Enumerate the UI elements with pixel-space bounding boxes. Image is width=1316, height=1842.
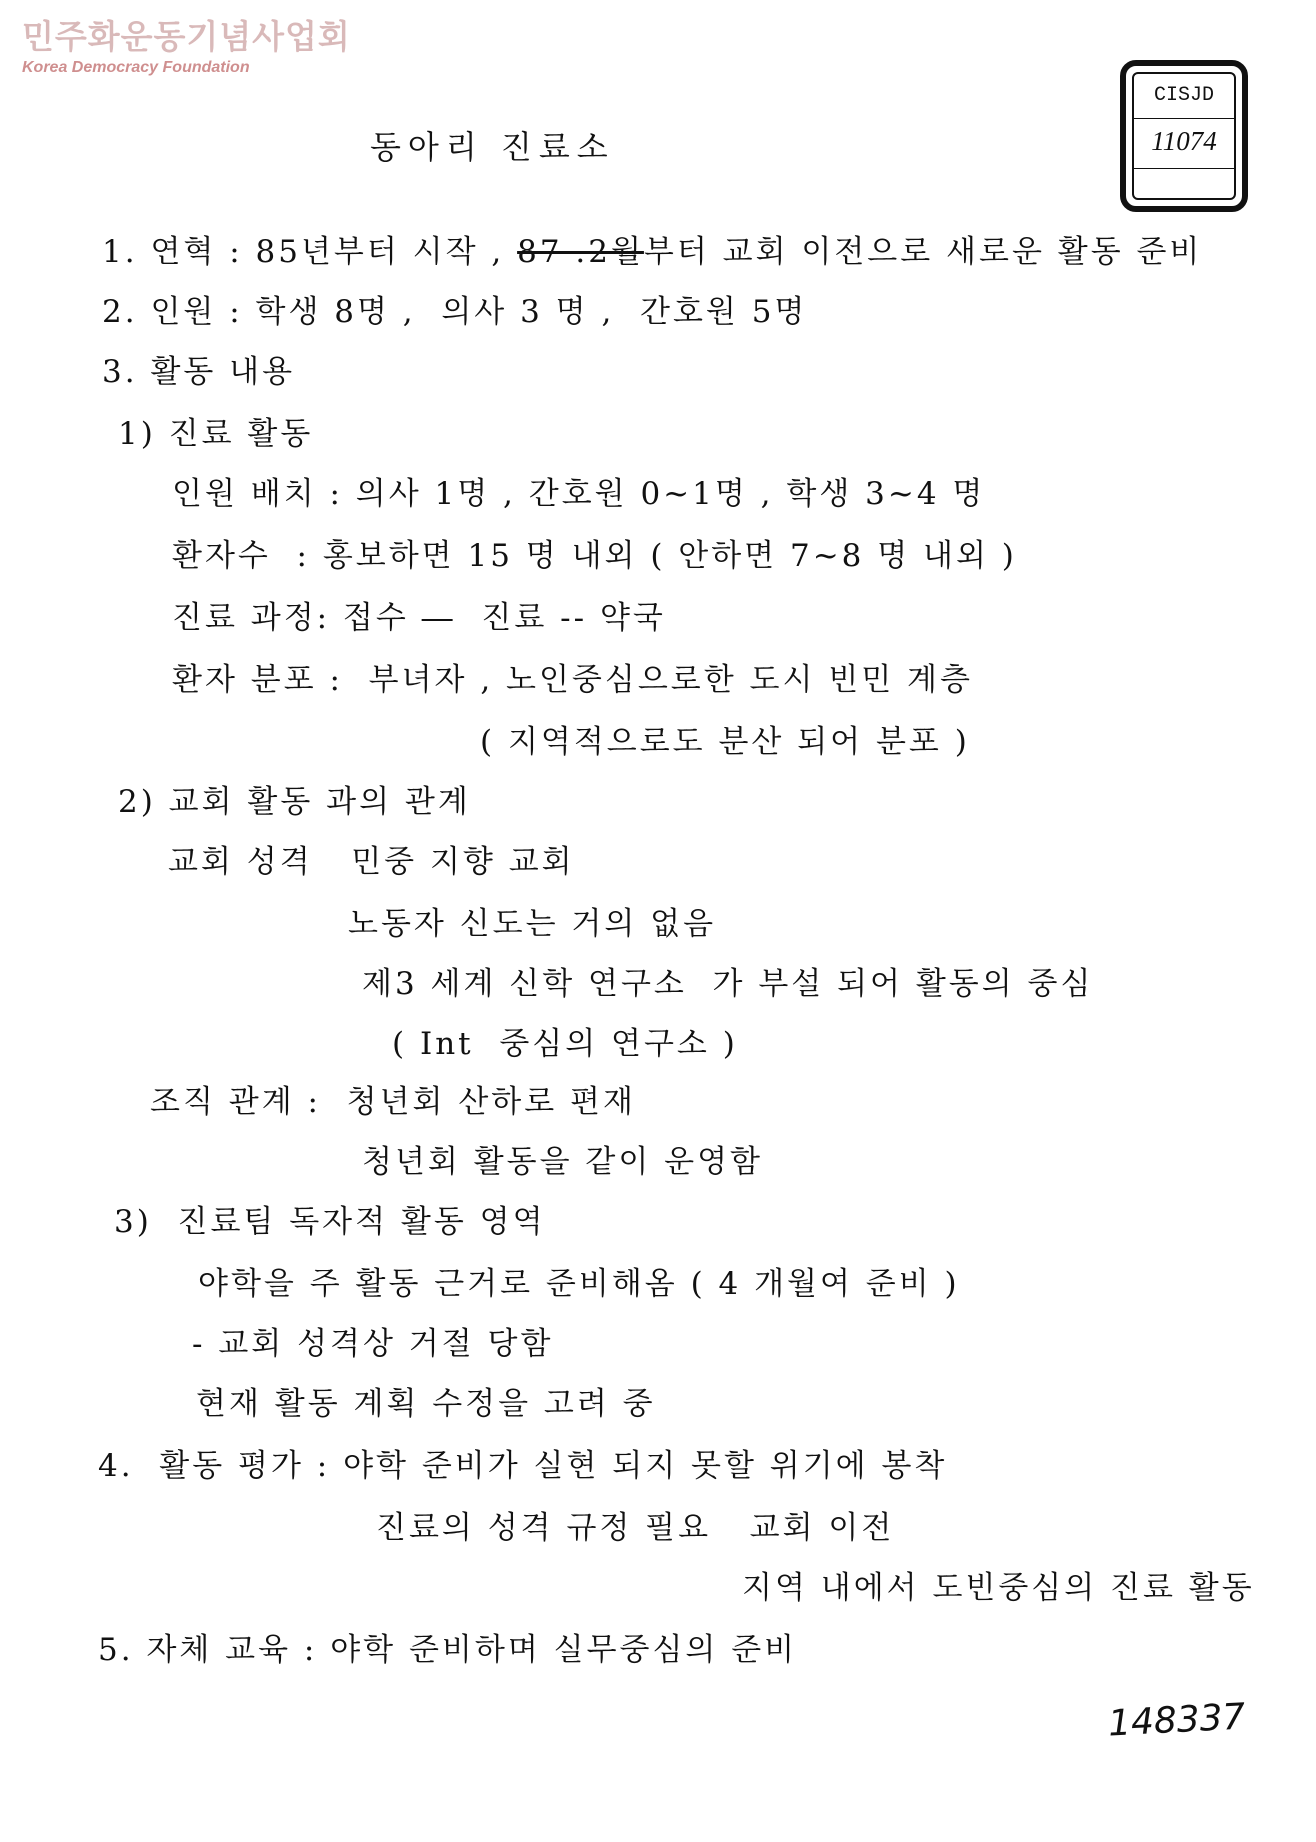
patient-distribution: 환자 분포 : 부녀자 , 노인중심으로한 도시 빈민 계층 [172, 662, 973, 698]
handwritten-page-number: 148337 [1107, 1696, 1247, 1745]
item-history-struck: 87 .2월 [517, 234, 644, 270]
item-education: 5. 자체 교육 : 야학 준비하며 실무중심의 준비 [98, 1632, 798, 1668]
watermark-logo [22, 16, 351, 78]
item-education-num: 5. [98, 1632, 134, 1668]
item-history: 1. 연혁 : 85년부터 시작 , 87 .2월부터 교회 이전으로 새로운 활동 준비 [102, 234, 1203, 270]
staff-placement: 인원 배치 : 의사 1명 , 간호원 0~1명 , 학생 3~4 명 [172, 476, 986, 512]
item-evaluation-line1: 야학 준비가 실현 되지 못할 위기에 봉착 [343, 1448, 948, 1484]
item-activities-label: 활동 내용 [150, 354, 296, 390]
patient-count: 환자수 : 홍보하면 15 명 내외 ( 안하면 7~8 명 내외 ) [172, 538, 1017, 574]
organization-relation-line2: 청년회 활동을 같이 운영함 [362, 1144, 763, 1180]
document-title: 동아리 진료소 [370, 128, 615, 166]
organization-relation: 조직 관계 : 청년회 산하로 편재 [150, 1084, 636, 1120]
item-evaluation-line2: 진료의 성격 규정 필요 교회 이전 [376, 1510, 895, 1546]
church-character: 교회 성격 민중 지향 교회 [168, 844, 575, 880]
independent-activity-line1: 야학을 주 활동 근거로 준비해옴 ( 4 개월여 준비 ) [198, 1266, 960, 1302]
item-staff-num: 2. [102, 294, 138, 330]
independent-activity-line3: 현재 활동 계획 수정을 고려 중 [196, 1386, 656, 1422]
church-character-line4: ( Int 중심의 연구소 ) [392, 1026, 738, 1062]
item-evaluation-num: 4. [98, 1448, 134, 1484]
patient-distribution-note: ( 지역적으로도 분산 되어 분포 ) [480, 724, 970, 760]
archive-stamp [1120, 60, 1248, 212]
item-evaluation-label: 활동 평가 [159, 1448, 304, 1484]
subsection-heading-1: 1) 진료 활동 [118, 416, 314, 452]
item-staff: 2. 인원 : 학생 8명 , 의사 3 명 , 간호원 5명 [102, 294, 808, 330]
stamp-number: 11074 [1151, 126, 1217, 156]
item-staff-label: 인원 [150, 294, 217, 330]
item-history-text-b: 부터 교회 이전으로 새로운 활동 준비 [643, 234, 1203, 270]
church-character-line2: 노동자 신도는 거의 없음 [348, 906, 717, 942]
item-evaluation: 4. 활동 평가 : 야학 준비가 실현 되지 못할 위기에 봉착 [98, 1448, 948, 1484]
item-education-label: 자체 교육 [146, 1632, 292, 1668]
church-character-line3: 제3 세계 신학 연구소 가 부설 되어 활동의 중심 [362, 966, 1094, 1002]
item-activities [102, 352, 295, 392]
item-history-num: 1. [102, 234, 138, 270]
subsection-heading-2: 2) 교회 활동 과의 관계 [118, 784, 471, 820]
item-history-label: 연혁 [150, 234, 217, 270]
item-education-text: 야학 준비하며 실무중심의 준비 [330, 1632, 798, 1668]
care-process: 진료 과정: 접수 ― 진료 -- 약국 [172, 600, 666, 636]
watermark-english: Korea Democracy Foundation [22, 59, 250, 76]
item-evaluation-line3: 지역 내에서 도빈중심의 진료 활동 [742, 1570, 1255, 1606]
item-history-text: 85년부터 시작 , [255, 234, 518, 270]
independent-activity-line2: - 교회 성격상 거절 당함 [192, 1326, 554, 1362]
item-staff-text: 학생 8명 , 의사 3 명 , 간호원 5명 [255, 294, 808, 330]
subsection-heading-3: 3) 진료팀 독자적 활동 영역 [114, 1204, 546, 1240]
stamp-code: CISJD [1153, 84, 1214, 107]
item-activities-num: 3. [102, 354, 138, 390]
watermark-korean: 민주화운동기념사업회 [22, 17, 351, 56]
